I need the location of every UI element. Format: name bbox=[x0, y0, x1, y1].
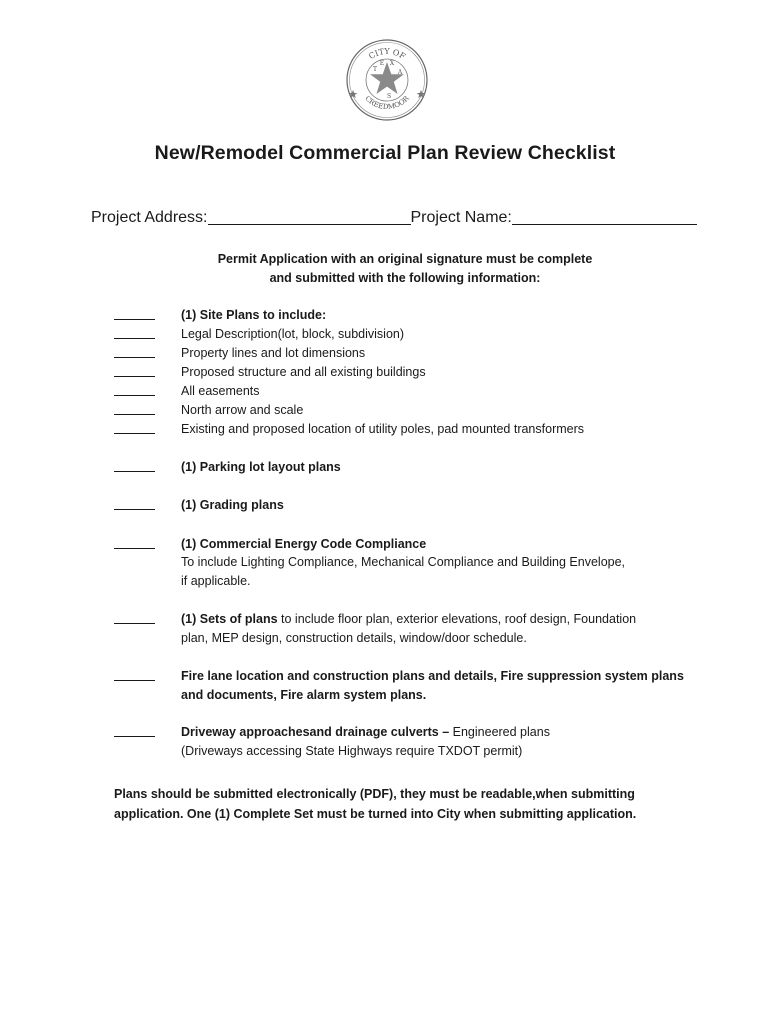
energy-code-detail-line: if applicable. bbox=[181, 574, 251, 588]
submission-note-line-2: application. One (1) Complete Set must be turned into City when submitting application. bbox=[114, 806, 637, 821]
fire-plans-line-1: Fire lane location and construction plans and details, Fire suppression system plans bbox=[181, 669, 684, 683]
site-plan-item: Existing and proposed location of utility poles, pad mounted transformers bbox=[181, 422, 585, 436]
sets-of-plans-text: to include floor plan, exterior elevations, roof design, Foundation bbox=[277, 612, 637, 626]
checklist-row bbox=[0, 344, 770, 363]
sets-of-plans-item bbox=[181, 610, 636, 629]
check-blank[interactable] bbox=[114, 319, 155, 320]
submission-note bbox=[114, 785, 734, 824]
sets-of-plans-bold: (1) Sets of plans bbox=[181, 612, 278, 626]
project-address-field bbox=[91, 208, 697, 227]
energy-code-heading: (1) Commercial Energy Code Compliance bbox=[181, 537, 427, 551]
driveway-item bbox=[181, 723, 550, 742]
check-blank[interactable] bbox=[114, 376, 155, 377]
checklist-continuation bbox=[0, 629, 770, 648]
svg-text:T: T bbox=[372, 66, 378, 73]
checklist-row bbox=[0, 325, 770, 344]
site-plan-item: Property lines and lot dimensions bbox=[181, 346, 366, 360]
check-blank[interactable] bbox=[114, 433, 155, 434]
driveway-bold: Driveway approachesand drainage culverts – bbox=[181, 725, 450, 739]
project-address-label: Project Address: bbox=[91, 209, 208, 226]
driveway-line-2: (Driveways accessing State Highways require TXDOT permit) bbox=[181, 744, 523, 758]
project-address-blank[interactable] bbox=[208, 208, 411, 225]
fire-plans-line-2: and documents, Fire alarm system plans. bbox=[181, 688, 427, 702]
project-name-blank[interactable] bbox=[515, 208, 697, 225]
parking-plans-item: (1) Parking lot layout plans bbox=[181, 460, 341, 474]
check-blank[interactable] bbox=[114, 471, 155, 472]
sets-of-plans-line-2: plan, MEP design, construction details, window/door schedule. bbox=[181, 631, 527, 645]
checklist-continuation bbox=[0, 572, 770, 591]
site-plan-item: Proposed structure and all existing buildings bbox=[181, 365, 426, 379]
city-seal-logo bbox=[345, 38, 429, 122]
checklist-row bbox=[0, 363, 770, 382]
grading-plans-item: (1) Grading plans bbox=[181, 498, 284, 512]
check-blank[interactable] bbox=[114, 736, 155, 737]
svg-text:S: S bbox=[386, 93, 392, 100]
project-name-label: Project Name: bbox=[410, 209, 512, 226]
svg-text:X: X bbox=[389, 60, 395, 67]
checklist-continuation bbox=[0, 686, 770, 705]
svg-text:E: E bbox=[379, 60, 385, 67]
checklist-continuation bbox=[0, 742, 770, 761]
check-blank[interactable] bbox=[114, 357, 155, 358]
check-blank[interactable] bbox=[114, 414, 155, 415]
intro-line-2: and submitted with the following information: bbox=[269, 271, 541, 285]
check-blank[interactable] bbox=[114, 338, 155, 339]
checklist-row bbox=[0, 610, 770, 629]
check-blank[interactable] bbox=[114, 509, 155, 510]
check-blank[interactable] bbox=[114, 395, 155, 396]
checklist-row bbox=[0, 667, 770, 686]
checklist-row bbox=[0, 535, 770, 554]
checklist-continuation bbox=[0, 553, 770, 572]
checklist-row bbox=[0, 420, 770, 439]
submission-note-line-1: Plans should be submitted electronically (PDF), they must be readable,when submitting bbox=[114, 787, 635, 801]
check-blank[interactable] bbox=[114, 680, 155, 681]
checklist-row bbox=[0, 458, 770, 477]
check-blank[interactable] bbox=[114, 548, 155, 549]
check-blank[interactable] bbox=[114, 623, 155, 624]
energy-code-detail-line: To include Lighting Compliance, Mechanical Compliance and Building Envelope, bbox=[181, 555, 626, 569]
svg-text:A: A bbox=[397, 69, 403, 76]
checklist-row bbox=[0, 496, 770, 515]
checklist-row bbox=[0, 382, 770, 401]
driveway-text: Engineered plans bbox=[449, 725, 550, 739]
document-title: New/Remodel Commercial Plan Review Checklist bbox=[154, 142, 616, 164]
checklist-row bbox=[0, 723, 770, 742]
site-plan-item: North arrow and scale bbox=[181, 403, 304, 417]
svg-text:CITY OF: CITY OF bbox=[367, 46, 407, 62]
svg-text:CREEDMOOR: CREEDMOOR bbox=[363, 94, 411, 112]
checklist-row bbox=[0, 306, 770, 325]
checklist-row bbox=[0, 401, 770, 420]
site-plans-heading: (1) Site Plans to include: bbox=[181, 308, 327, 322]
site-plan-item: All easements bbox=[181, 384, 260, 398]
intro-line-1: Permit Application with an original signature must be complete bbox=[217, 252, 593, 266]
intro-text bbox=[0, 250, 770, 288]
site-plan-item: Legal Description(lot, block, subdivision) bbox=[181, 327, 405, 341]
